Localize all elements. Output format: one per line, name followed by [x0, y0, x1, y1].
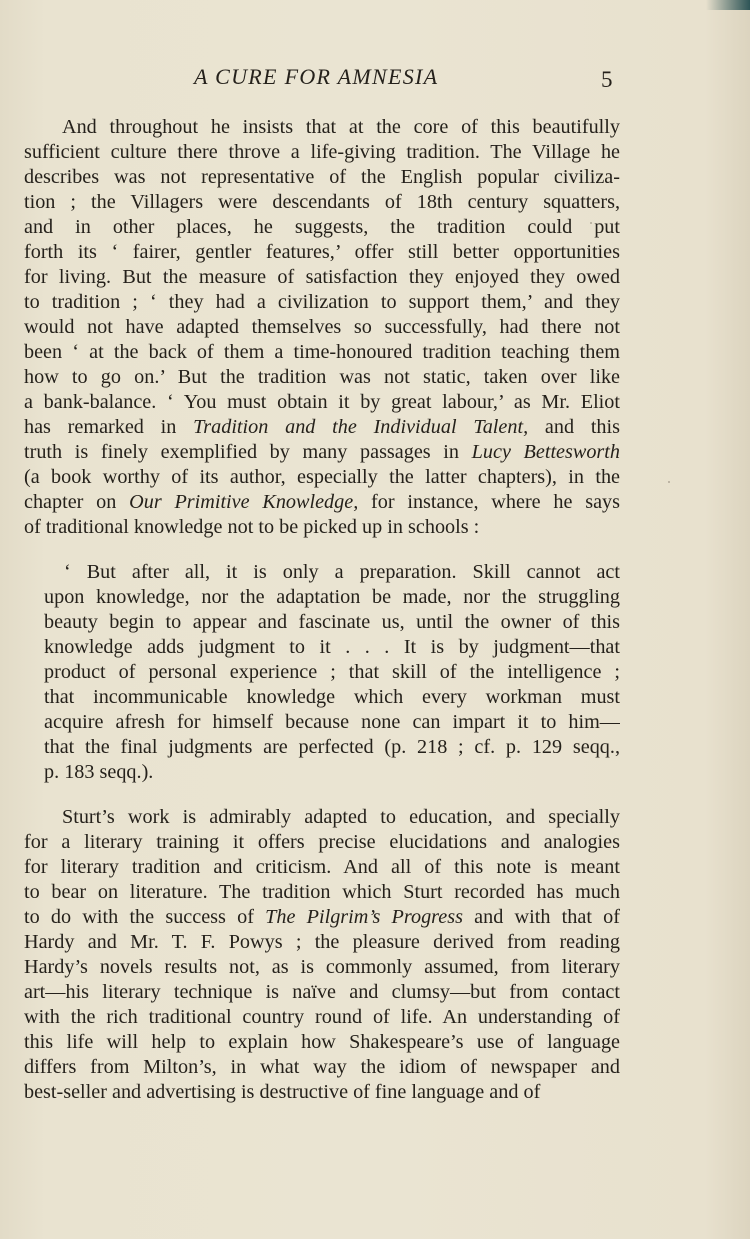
text-run: of traditional knowledge not to be picked up in schools :: [24, 516, 480, 538]
text-line: [24, 830, 620, 855]
text-line: [24, 415, 620, 440]
running-header: [0, 62, 750, 96]
text-run: been ‘ at the back of them a time-honoured tradition teaching them: [24, 341, 620, 363]
text-line: knowledge adds judgment to it . . . It is by judgment—that: [44, 636, 620, 658]
text-run: best-seller and advertising is destructive of fine language and of: [24, 1081, 541, 1103]
text-run: sufficient culture there throve a life-giving tradition. The Village he: [24, 141, 620, 163]
text-line: beauty begin to appear and fascinate us, until the owner of this: [44, 611, 620, 633]
italic-title: Tradition and the Individual Talent,: [193, 416, 529, 438]
text-line: [24, 905, 620, 930]
text-line: [24, 465, 620, 490]
paragraph-2: [24, 805, 620, 1105]
text-run: (a book worthy of its author, especially the latter chapters), in the: [24, 466, 620, 488]
text-line: [24, 140, 620, 165]
page-corner-shadow: [706, 0, 750, 10]
italic-title: Lucy Bettesworth: [471, 441, 620, 463]
text-line: ‘ But after all, it is only a preparation. Skill cannot act: [64, 561, 620, 583]
text-line: [24, 440, 620, 465]
text-line: [24, 390, 620, 415]
running-title: A CURE FOR AMNESIA: [194, 64, 439, 89]
text-line: [24, 930, 620, 955]
text-run: has remarked in: [24, 416, 194, 438]
paragraph-1: [24, 115, 620, 540]
text-line: that incommunicable knowledge which every workman must: [44, 686, 620, 708]
block-quotation: [44, 560, 620, 785]
text-run: chapter on: [24, 491, 130, 513]
text-run: for a literary training it offers precise elucidations and analogies: [24, 831, 620, 853]
paper-speck: [590, 222, 592, 224]
text-run: differs from Milton’s, in what way the idiom of newspaper and: [24, 1056, 620, 1078]
text-line: [24, 215, 620, 240]
text-line: [24, 190, 620, 215]
text-run: for literary tradition and criticism. And all of this note is meant: [24, 856, 620, 878]
text-run: for instance, where he says: [358, 491, 620, 513]
text-line: [24, 1005, 620, 1030]
text-run: describes was not representative of the English popular civiliza-: [24, 166, 620, 188]
text-run: Hardy and Mr. T. F. Powys ; the pleasure derived from reading: [24, 931, 620, 953]
text-line: [24, 1055, 620, 1080]
text-line: [24, 290, 620, 315]
text-run: with the rich traditional country round of life. An understanding of: [24, 1006, 620, 1028]
text-line: acquire afresh for himself because none can impart it to him—: [44, 711, 620, 733]
text-line: p. 183 seqq.).: [44, 761, 154, 783]
text-line: [24, 365, 620, 390]
text-run: to do with the success of: [24, 906, 266, 928]
body-text: [24, 115, 620, 1105]
text-run: for living. But the measure of satisfaction they enjoyed they owed: [24, 266, 620, 288]
text-line: [24, 955, 620, 980]
text-run: Sturt’s work is admirably adapted to education, and specially: [62, 806, 620, 828]
text-run: art—his literary technique is naïve and clumsy—but from contact: [24, 981, 620, 1003]
text-line: that the final judgments are perfected (p. 218 ; cf. p. 129 seqq.,: [44, 736, 620, 758]
text-line: [24, 240, 620, 265]
italic-title: Our Primitive Knowledge,: [129, 491, 359, 513]
text-run: And throughout he insists that at the core of this beautifully: [62, 116, 620, 138]
text-line: [24, 880, 620, 905]
page-number: 5: [601, 67, 613, 92]
text-line: [24, 490, 620, 515]
text-line: [24, 265, 620, 290]
text-line: product of personal experience ; that skill of the intelligence ;: [44, 661, 620, 683]
text-run: to bear on literature. The tradition which Sturt recorded has much: [24, 881, 620, 903]
text-run: and with that of: [462, 906, 620, 928]
text-line: [24, 315, 620, 340]
text-run: tion ; the Villagers were descendants of 18th century squatters,: [24, 191, 620, 213]
text-run: and in other places, he suggests, the tradition could put: [24, 216, 620, 238]
text-line: upon knowledge, nor the adaptation be made, nor the struggling: [44, 586, 620, 608]
text-line: [24, 1080, 620, 1105]
text-line: [24, 805, 620, 830]
text-line: [24, 340, 620, 365]
text-run: would not have adapted themselves so successfully, had there not: [24, 316, 620, 338]
text-run: Hardy’s novels results not, as is commonly assumed, from literary: [24, 956, 620, 978]
text-run: forth its ‘ fairer, gentler features,’ offer still better opportunities: [24, 241, 620, 263]
text-line: [24, 115, 620, 140]
text-run: a bank-balance. ‘ You must obtain it by great labour,’ as Mr. Eliot: [24, 391, 620, 413]
paper-speck: [668, 481, 670, 483]
text-run: to tradition ; ‘ they had a civilization to support them,’ and they: [24, 291, 620, 313]
text-line: [24, 980, 620, 1005]
text-line: [24, 515, 620, 540]
italic-title: The Pilgrim’s Progress: [265, 906, 463, 928]
text-run: how to go on.’ But the tradition was not static, taken over like: [24, 366, 620, 388]
text-run: this life will help to explain how Shakespeare’s use of language: [24, 1031, 620, 1053]
text-run: and this: [528, 416, 620, 438]
text-line: [24, 165, 620, 190]
text-line: [24, 855, 620, 880]
text-run: truth is finely exemplified by many passages in: [24, 441, 472, 463]
text-line: [24, 1030, 620, 1055]
